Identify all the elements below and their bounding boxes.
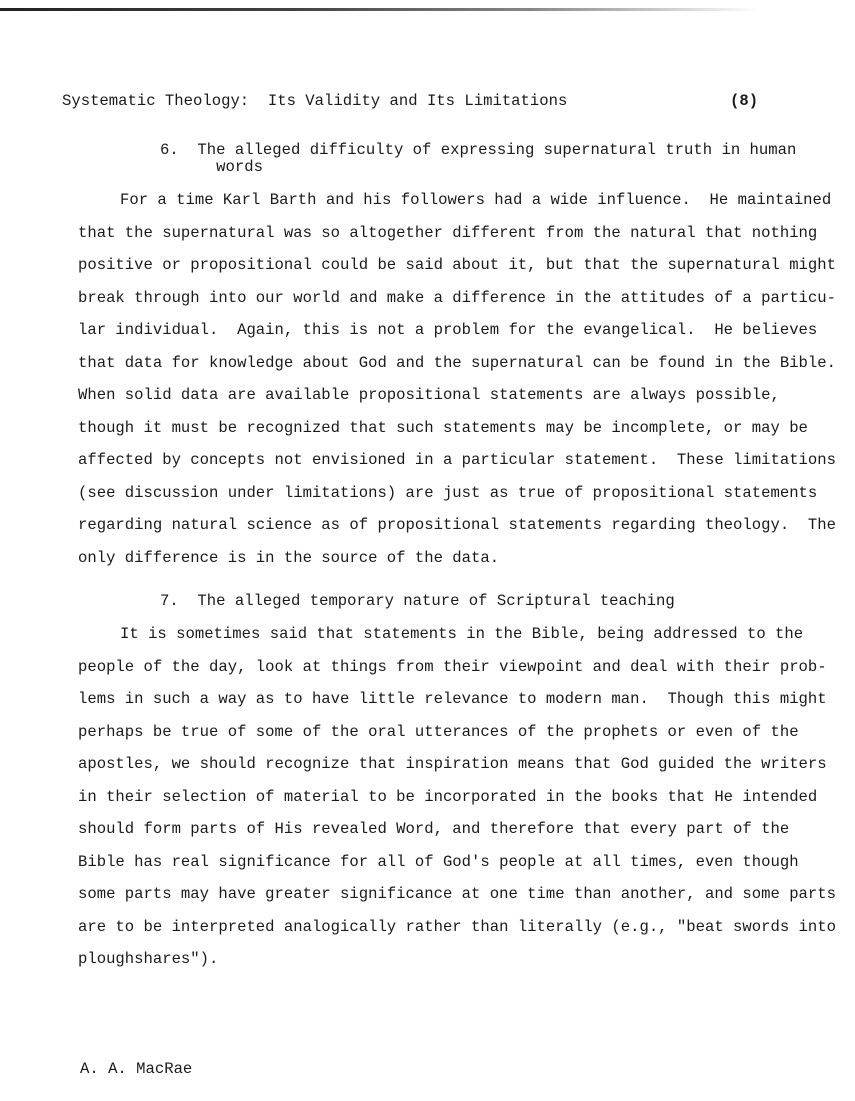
text-line: regarding natural science as of propositional statements regarding theology. The (78, 516, 836, 534)
heading-line: 7. The alleged temporary nature of Scriptural teaching (160, 592, 675, 610)
author-signature: A. A. MacRae (80, 1060, 193, 1078)
text-line: It is sometimes said that statements in the Bible, being addressed to the (120, 625, 804, 643)
text-line: affected by concepts not envisioned in a particular statement. These limitations (78, 451, 836, 469)
text-line: (see discussion under limitations) are just as true of propositional statements (78, 483, 818, 502)
text-line: When solid data are available propositional statements are always possible, (78, 386, 780, 404)
text-line: that the supernatural was so altogether different from the natural that nothing (78, 223, 818, 242)
text-line: apostles, we should recognize that inspiration means that God guided the writers (78, 755, 827, 773)
text-line: Bible has real significance for all of God's people at all times, even though (78, 852, 799, 871)
text-line: ploughshares"). (78, 950, 219, 968)
document-header: Systematic Theology: Its Validity and Its Limitations (62, 92, 568, 110)
section-7-heading (160, 593, 675, 610)
text-line: in their selection of material to be incorporated in the books that He intended (78, 787, 818, 806)
text-line: positive or propositional could be said about it, but that the supernatural might (78, 256, 836, 274)
text-line: should form parts of His revealed Word, and therefore that every part of the (78, 820, 790, 838)
heading-line: 6. The alleged difficulty of expressing supernatural truth in human (160, 141, 797, 159)
text-line: For a time Karl Barth and his followers had a wide influence. He maintained (120, 191, 832, 209)
text-line: lems in such a way as to have little relevance to modern man. Though this might (78, 690, 827, 708)
text-line: some parts may have greater significance at one time than another, and some parts (78, 885, 836, 903)
text-line: break through into our world and make a difference in the attitudes of a particu- (78, 288, 836, 307)
section-7-paragraph (78, 618, 836, 976)
heading-line: words (160, 158, 263, 176)
section-6-paragraph (78, 184, 836, 574)
section-6-heading (160, 142, 796, 176)
text-line: though it must be recognized that such statements may be incomplete, or may be (78, 418, 808, 437)
text-line: people of the day, look at things from their viewpoint and deal with their prob- (78, 657, 827, 676)
text-line: perhaps be true of some of the oral utterances of the prophets or even of the (78, 722, 799, 741)
text-line: are to be interpreted analogically rather than literally (e.g., "beat swords into (78, 917, 836, 936)
text-line: that data for knowledge about God and the supernatural can be found in the Bible. (78, 353, 836, 372)
page-number: (8) (730, 92, 759, 110)
text-line: lar individual. Again, this is not a problem for the evangelical. He believes (78, 321, 818, 339)
scan-edge (0, 8, 760, 11)
text-line: only difference is in the source of the data. (78, 548, 500, 567)
